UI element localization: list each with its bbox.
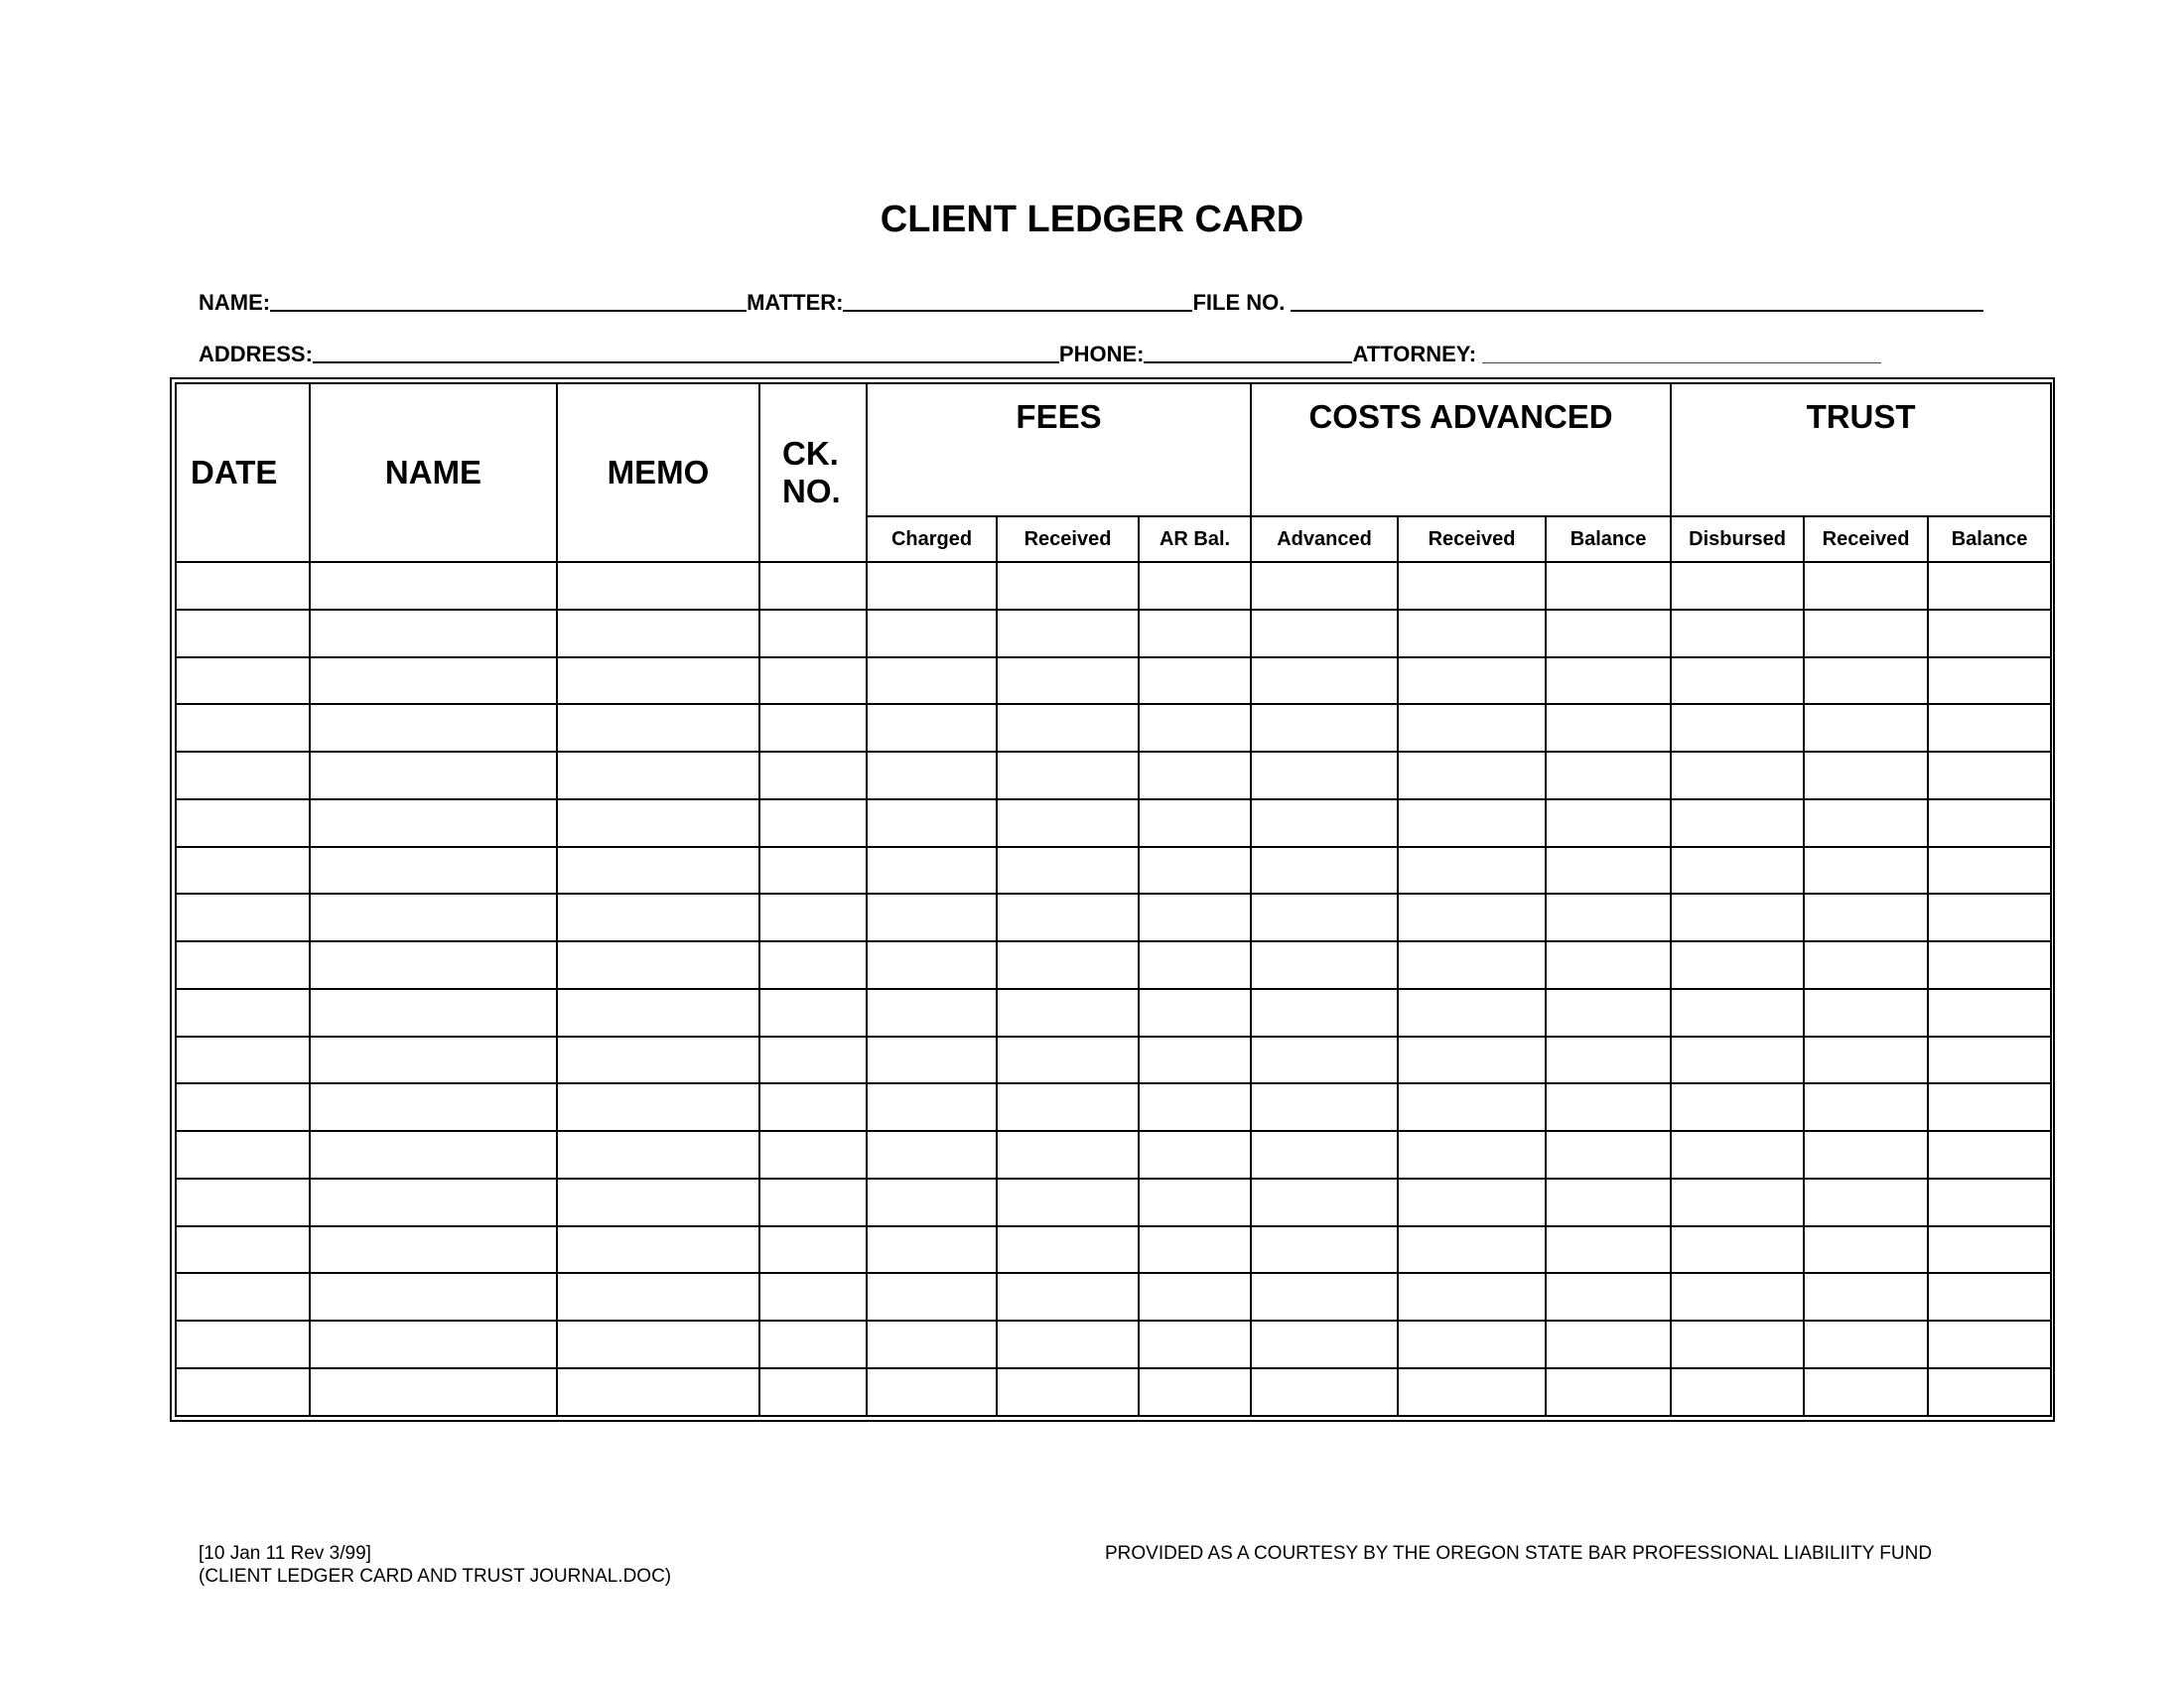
date-cell[interactable] [176,847,310,895]
check-number-cell[interactable] [759,704,867,752]
ck-header-line-2: NO. [782,473,841,509]
check-number-cell[interactable] [759,941,867,989]
costs-received-cell[interactable] [1398,799,1546,847]
trust-balance-cell[interactable] [1928,1368,2051,1416]
costs-advanced-cell[interactable] [1251,847,1398,895]
phone-label: PHONE: [1058,342,1145,366]
table-row [176,1368,2051,1416]
fees-charged-cell[interactable] [867,941,997,989]
trust-balance-cell[interactable] [1928,1131,2051,1179]
fees-ar-balance-cell[interactable] [1139,847,1251,895]
trust-balance-cell[interactable] [1928,752,2051,799]
trust-disbursed-cell[interactable] [1671,752,1804,799]
fees-charged-cell[interactable] [867,1273,997,1321]
fees-ar-balance-cell[interactable] [1139,1179,1251,1226]
fees-charged-cell[interactable] [867,989,997,1037]
costs-received-cell[interactable] [1398,941,1546,989]
fees-charged-cell[interactable] [867,752,997,799]
name-cell[interactable] [310,704,557,752]
header-fields-row-1 [199,276,1983,316]
fees-ar-balance-cell[interactable] [1139,610,1251,657]
date-cell[interactable] [176,1083,310,1131]
phone-field[interactable] [1144,361,1352,363]
memo-cell[interactable] [557,1321,759,1368]
trust-disbursed-cell[interactable] [1671,657,1804,705]
fees-charged-cell[interactable] [867,1226,997,1274]
header-fields-row-2 [199,328,1881,367]
fees-received-cell[interactable] [997,1226,1139,1274]
name-cell[interactable] [310,1226,557,1274]
fees-received-header: Received [997,516,1139,562]
costs-received-cell[interactable] [1398,1368,1546,1416]
address-label: ADDRESS: [199,342,313,366]
costs-balance-cell[interactable] [1546,989,1671,1037]
memo-cell[interactable] [557,562,759,610]
name-cell[interactable] [310,1321,557,1368]
memo-cell[interactable] [557,1037,759,1084]
name-field[interactable] [270,310,747,312]
costs-advanced-cell[interactable] [1251,562,1398,610]
trust-received-cell[interactable] [1804,799,1928,847]
memo-cell[interactable] [557,894,759,941]
memo-cell[interactable] [557,1273,759,1321]
fees-ar-balance-cell[interactable] [1139,941,1251,989]
fees-received-cell[interactable] [997,704,1139,752]
trust-balance-cell[interactable] [1928,704,2051,752]
costs-balance-header: Balance [1546,516,1671,562]
trust-disbursed-cell[interactable] [1671,799,1804,847]
table-row [176,752,2051,799]
date-cell[interactable] [176,1131,310,1179]
check-number-cell[interactable] [759,1179,867,1226]
fees-received-cell[interactable] [997,1321,1139,1368]
page-title: CLIENT LEDGER CARD [880,199,1304,240]
costs-balance-cell[interactable] [1546,1083,1671,1131]
costs-received-cell[interactable] [1398,1083,1546,1131]
costs-balance-cell[interactable] [1546,1273,1671,1321]
trust-received-cell[interactable] [1804,1273,1928,1321]
costs-received-header: Received [1398,516,1546,562]
trust-balance-cell[interactable] [1928,562,2051,610]
costs-balance-cell[interactable] [1546,610,1671,657]
costs-received-cell[interactable] [1398,1226,1546,1274]
fees-charged-cell[interactable] [867,1083,997,1131]
fees-received-cell[interactable] [997,989,1139,1037]
name-cell[interactable] [310,1083,557,1131]
costs-advanced-cell[interactable] [1251,752,1398,799]
memo-cell[interactable] [557,1131,759,1179]
address-field[interactable] [313,361,1059,363]
memo-cell[interactable] [557,799,759,847]
fees-received-cell[interactable] [997,562,1139,610]
costs-balance-cell[interactable] [1546,1131,1671,1179]
fees-received-cell[interactable] [997,799,1139,847]
check-number-cell[interactable] [759,1368,867,1416]
costs-received-cell[interactable] [1398,1037,1546,1084]
file-no-label: FILE NO. [1192,290,1292,315]
costs-received-cell[interactable] [1398,894,1546,941]
fees-charged-cell[interactable] [867,704,997,752]
costs-received-cell[interactable] [1398,1273,1546,1321]
costs-advanced-cell[interactable] [1251,1131,1398,1179]
trust-balance-cell[interactable] [1928,657,2051,705]
fees-received-cell[interactable] [997,1368,1139,1416]
trust-received-cell[interactable] [1804,1321,1928,1368]
table-row [176,847,2051,895]
trust-disbursed-cell[interactable] [1671,704,1804,752]
table-row [176,1083,2051,1131]
trust-balance-cell[interactable] [1928,989,2051,1037]
check-number-cell[interactable] [759,1037,867,1084]
costs-advanced-cell[interactable] [1251,989,1398,1037]
trust-received-cell[interactable] [1804,610,1928,657]
costs-advanced-cell[interactable] [1251,657,1398,705]
fees-charged-cell[interactable] [867,1037,997,1084]
name-column-header: NAME [310,383,557,562]
date-cell[interactable] [176,1179,310,1226]
costs-advanced-cell[interactable] [1251,799,1398,847]
fees-received-cell[interactable] [997,1083,1139,1131]
costs-advanced-group-header: COSTS ADVANCED [1251,383,1671,516]
fees-charged-cell[interactable] [867,847,997,895]
trust-received-cell[interactable] [1804,657,1928,705]
trust-received-cell[interactable] [1804,704,1928,752]
date-cell[interactable] [176,1368,310,1416]
trust-group-header: TRUST [1671,383,2051,516]
date-cell[interactable] [176,989,310,1037]
costs-advanced-cell[interactable] [1251,610,1398,657]
costs-balance-cell[interactable] [1546,562,1671,610]
name-cell[interactable] [310,1037,557,1084]
courtesy-note: PROVIDED AS A COURTESY BY THE OREGON STATE BAR PROFESSIONAL LIABILIITY FUND [1105,1543,1933,1564]
name-cell[interactable] [310,941,557,989]
trust-received-cell[interactable] [1804,1131,1928,1179]
matter-field[interactable] [843,310,1192,312]
fees-received-cell[interactable] [997,894,1139,941]
check-number-cell[interactable] [759,799,867,847]
memo-cell[interactable] [557,610,759,657]
fees-ar-balance-cell[interactable] [1139,657,1251,705]
trust-balance-cell[interactable] [1928,1321,2051,1368]
costs-received-cell[interactable] [1398,989,1546,1037]
name-cell[interactable] [310,989,557,1037]
fees-ar-balance-cell[interactable] [1139,1083,1251,1131]
memo-cell[interactable] [557,941,759,989]
date-cell[interactable] [176,752,310,799]
fees-ar-balance-cell[interactable] [1139,704,1251,752]
fees-group-header: FEES [867,383,1251,516]
fees-received-cell[interactable] [997,1131,1139,1179]
fees-ar-balance-header: AR Bal. [1139,516,1251,562]
memo-cell[interactable] [557,1083,759,1131]
fees-received-cell[interactable] [997,610,1139,657]
attorney-field[interactable] [1482,362,1881,363]
costs-advanced-cell[interactable] [1251,1179,1398,1226]
check-number-cell[interactable] [759,989,867,1037]
table-row [176,1273,2051,1321]
footer-left [199,1542,671,1588]
name-cell[interactable] [310,562,557,610]
trust-received-cell[interactable] [1804,562,1928,610]
fees-ar-balance-cell[interactable] [1139,752,1251,799]
document-filename: (CLIENT LEDGER CARD AND TRUST JOURNAL.DOC) [199,1566,672,1587]
costs-balance-cell[interactable] [1546,1226,1671,1274]
trust-disbursed-cell[interactable] [1671,1226,1804,1274]
trust-received-cell[interactable] [1804,894,1928,941]
trust-disbursed-cell[interactable] [1671,1083,1804,1131]
check-number-cell[interactable] [759,657,867,705]
table-row [176,799,2051,847]
memo-cell[interactable] [557,704,759,752]
trust-received-cell[interactable] [1804,1368,1928,1416]
table-row [176,941,2051,989]
trust-received-cell[interactable] [1804,752,1928,799]
fees-ar-balance-cell[interactable] [1139,1273,1251,1321]
name-cell[interactable] [310,1179,557,1226]
costs-advanced-cell[interactable] [1251,894,1398,941]
fees-charged-cell[interactable] [867,799,997,847]
trust-disbursed-header: Disbursed [1671,516,1804,562]
date-cell[interactable] [176,894,310,941]
fees-received-cell[interactable] [997,941,1139,989]
fees-charged-cell[interactable] [867,894,997,941]
fees-ar-balance-cell[interactable] [1139,799,1251,847]
trust-disbursed-cell[interactable] [1671,610,1804,657]
check-number-column-header [759,383,867,562]
costs-advanced-cell[interactable] [1251,1368,1398,1416]
revision-note: [10 Jan 11 Rev 3/99] [199,1543,371,1564]
matter-label: MATTER: [747,290,844,315]
check-number-cell[interactable] [759,752,867,799]
costs-received-cell[interactable] [1398,657,1546,705]
name-cell[interactable] [310,752,557,799]
trust-received-cell[interactable] [1804,1083,1928,1131]
trust-disbursed-cell[interactable] [1671,1179,1804,1226]
memo-cell[interactable] [557,1368,759,1416]
costs-balance-cell[interactable] [1546,894,1671,941]
date-cell[interactable] [176,657,310,705]
check-number-cell[interactable] [759,894,867,941]
fees-ar-balance-cell[interactable] [1139,894,1251,941]
costs-advanced-cell[interactable] [1251,1226,1398,1274]
check-number-cell[interactable] [759,1273,867,1321]
date-cell[interactable] [176,610,310,657]
trust-disbursed-cell[interactable] [1671,847,1804,895]
ck-header-line-1: CK. [782,435,839,472]
trust-received-cell[interactable] [1804,989,1928,1037]
memo-cell[interactable] [557,752,759,799]
name-cell[interactable] [310,799,557,847]
costs-received-cell[interactable] [1398,562,1546,610]
trust-balance-cell[interactable] [1928,1179,2051,1226]
trust-balance-cell[interactable] [1928,847,2051,895]
fees-ar-balance-cell[interactable] [1139,1037,1251,1084]
fees-ar-balance-cell[interactable] [1139,1368,1251,1416]
check-number-cell[interactable] [759,562,867,610]
costs-balance-cell[interactable] [1546,941,1671,989]
fees-received-cell[interactable] [997,1273,1139,1321]
trust-received-cell[interactable] [1804,847,1928,895]
trust-balance-header: Balance [1928,516,2051,562]
date-cell[interactable] [176,1037,310,1084]
fees-charged-cell[interactable] [867,1179,997,1226]
memo-cell[interactable] [557,989,759,1037]
trust-balance-cell[interactable] [1928,799,2051,847]
check-number-cell[interactable] [759,1226,867,1274]
date-cell[interactable] [176,1226,310,1274]
check-number-cell[interactable] [759,610,867,657]
fees-received-cell[interactable] [997,752,1139,799]
trust-received-cell[interactable] [1804,941,1928,989]
costs-advanced-cell[interactable] [1251,1273,1398,1321]
name-label: NAME: [199,290,271,315]
date-cell[interactable] [176,1321,310,1368]
table-row [176,610,2051,657]
costs-balance-cell[interactable] [1546,847,1671,895]
trust-disbursed-cell[interactable] [1671,562,1804,610]
memo-cell[interactable] [557,657,759,705]
name-cell[interactable] [310,1273,557,1321]
costs-received-cell[interactable] [1398,1131,1546,1179]
fees-ar-balance-cell[interactable] [1139,1226,1251,1274]
costs-balance-cell[interactable] [1546,1368,1671,1416]
check-number-cell[interactable] [759,847,867,895]
name-cell[interactable] [310,610,557,657]
fees-charged-cell[interactable] [867,1131,997,1179]
costs-balance-cell[interactable] [1546,1321,1671,1368]
trust-disbursed-cell[interactable] [1671,1037,1804,1084]
check-number-cell[interactable] [759,1321,867,1368]
date-cell[interactable] [176,1273,310,1321]
date-column-header: DATE [176,383,310,562]
fees-received-cell[interactable] [997,1037,1139,1084]
trust-disbursed-cell[interactable] [1671,894,1804,941]
table-row [176,894,2051,941]
memo-cell[interactable] [557,847,759,895]
trust-disbursed-cell[interactable] [1671,989,1804,1037]
date-cell[interactable] [176,799,310,847]
table-row [176,657,2051,705]
name-cell[interactable] [310,847,557,895]
table-row [176,989,2051,1037]
table-row [176,1131,2051,1179]
table-row [176,1226,2051,1274]
fees-ar-balance-cell[interactable] [1139,1321,1251,1368]
costs-balance-cell[interactable] [1546,657,1671,705]
costs-advanced-cell[interactable] [1251,1037,1398,1084]
trust-disbursed-cell[interactable] [1671,941,1804,989]
trust-balance-cell[interactable] [1928,1083,2051,1131]
ledger-body [176,562,2051,1416]
attorney-label: ATTORNEY: [1352,342,1483,366]
name-cell[interactable] [310,1368,557,1416]
check-number-cell[interactable] [759,1083,867,1131]
trust-disbursed-cell[interactable] [1671,1321,1804,1368]
memo-column-header: MEMO [557,383,759,562]
fees-charged-cell[interactable] [867,1321,997,1368]
trust-received-cell[interactable] [1804,1179,1928,1226]
costs-advanced-cell[interactable] [1251,1083,1398,1131]
date-cell[interactable] [176,704,310,752]
ledger-table [175,382,2052,1417]
costs-advanced-cell[interactable] [1251,941,1398,989]
date-cell[interactable] [176,941,310,989]
table-row [176,562,2051,610]
costs-balance-cell[interactable] [1546,1179,1671,1226]
trust-received-header: Received [1804,516,1928,562]
costs-received-cell[interactable] [1398,847,1546,895]
name-cell[interactable] [310,894,557,941]
trust-balance-cell[interactable] [1928,1273,2051,1321]
fees-received-cell[interactable] [997,657,1139,705]
fees-charged-cell[interactable] [867,610,997,657]
costs-received-cell[interactable] [1398,752,1546,799]
trust-disbursed-cell[interactable] [1671,1273,1804,1321]
costs-advanced-cell[interactable] [1251,1321,1398,1368]
fees-received-cell[interactable] [997,847,1139,895]
date-cell[interactable] [176,562,310,610]
file-no-field[interactable] [1291,310,1983,312]
check-number-cell[interactable] [759,1131,867,1179]
memo-cell[interactable] [557,1226,759,1274]
table-row [176,1179,2051,1226]
table-row [176,1037,2051,1084]
table-row [176,1321,2051,1368]
costs-balance-cell[interactable] [1546,704,1671,752]
trust-disbursed-cell[interactable] [1671,1131,1804,1179]
fees-ar-balance-cell[interactable] [1139,1131,1251,1179]
costs-received-cell[interactable] [1398,704,1546,752]
trust-balance-cell[interactable] [1928,610,2051,657]
costs-received-cell[interactable] [1398,1179,1546,1226]
table-row [176,704,2051,752]
trust-balance-cell[interactable] [1928,1037,2051,1084]
costs-balance-cell[interactable] [1546,1037,1671,1084]
fees-charged-cell[interactable] [867,562,997,610]
fees-charged-cell[interactable] [867,657,997,705]
costs-advanced-cell[interactable] [1251,704,1398,752]
fees-ar-balance-cell[interactable] [1139,989,1251,1037]
costs-received-cell[interactable] [1398,1321,1546,1368]
name-cell[interactable] [310,657,557,705]
fees-charged-header: Charged [867,516,997,562]
trust-received-cell[interactable] [1804,1226,1928,1274]
fees-received-cell[interactable] [997,1179,1139,1226]
trust-received-cell[interactable] [1804,1037,1928,1084]
memo-cell[interactable] [557,1179,759,1226]
costs-balance-cell[interactable] [1546,752,1671,799]
trust-disbursed-cell[interactable] [1671,1368,1804,1416]
fees-ar-balance-cell[interactable] [1139,562,1251,610]
name-cell[interactable] [310,1131,557,1179]
trust-balance-cell[interactable] [1928,1226,2051,1274]
trust-balance-cell[interactable] [1928,894,2051,941]
trust-balance-cell[interactable] [1928,941,2051,989]
costs-balance-cell[interactable] [1546,799,1671,847]
fees-charged-cell[interactable] [867,1368,997,1416]
costs-received-cell[interactable] [1398,610,1546,657]
costs-advanced-header: Advanced [1251,516,1398,562]
